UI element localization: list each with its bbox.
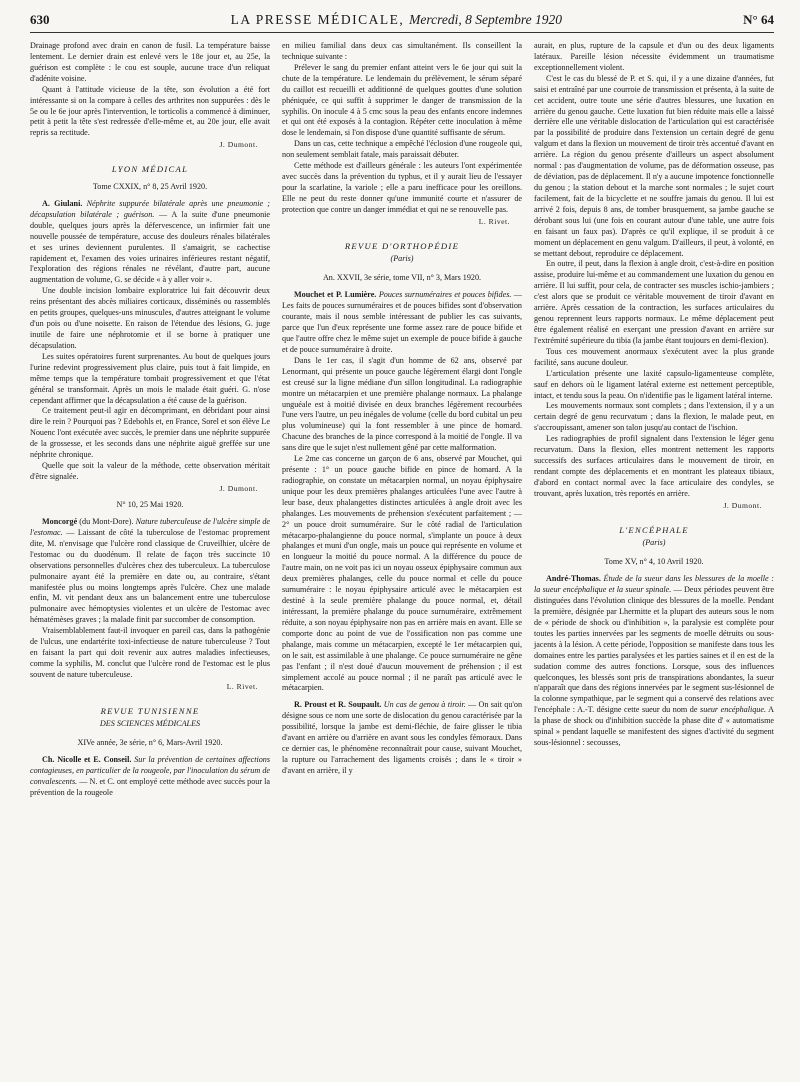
paragraph: Une double incision lombaire exploratrice lui fait découvrir deux reins présentant des abcès miliaires corticaux, disséminés ou rassemblés en petits groupes, quelques-uns minuscules, d'autres atteignant le volume d'un pois ou d'une noisette. En raison de l'étendue des lésions, G. juge inutile de faire une néphrotomie et il se borne à pratiquer une décapsulation.: [30, 286, 270, 350]
issue-line: Tome XV, n° 4, 10 Avril 1920.: [604, 557, 704, 567]
signature: L. Rivet.: [478, 216, 510, 226]
paragraph: aurait, en plus, rupture de la capsule et d'un ou des deux ligaments latéraux. Pareille lésion nécessite évidemment un traumatisme exceptionnellement violent.: [534, 41, 774, 72]
article-author: Moncorgé: [42, 516, 78, 526]
article-text-continued: A la phase de shock ou d'inhibition succède la phase dite d' « automatisme spinal » pendant laquelle se manifestent des signes d'activité du segment sous-lésionnel : secousses,: [534, 705, 774, 748]
article-text: — Les faits de pouces surnuméraires et de pouces bifides sont d'observation courante, mais il nous semble intéressant de publier les cas suivants, parce que l'un d'eux représente une forme assez rare de pouce bifide et que l'autre offre chez le même sujet un exemple de pouce bifide à gauche et de pouce surnuméraire à droite.: [282, 290, 523, 354]
article-title: Étude de la sueur dans les blessures de la moelle : la sueur encéphalique et la sueur spinale.: [534, 574, 774, 595]
paragraph: Dans le 1er cas, il s'agit d'un homme de 62 ans, observé par Lenormant, qui présente un pouce gauche légèrement élargi dont l'ongle est creusé sur la ligne médiane d'un sillon longitudinal. La radiographie montre un métacarpien et une première phalange normaux. La phalange unguéale est à moitié divisée en deux branches légèrement recourbées l'une vers l'autre, un peu inégales de volume (celle du bord cubital un peu plus volumineuse) qui la font ressembler à une pince de homard. Chacune des branches de la pince correspond à la moitié de l'ongle. Il va sans dire que le sujet n'est nullement gêné par cette malformation.: [282, 355, 522, 453]
article-term: sueur encéphalique.: [700, 705, 766, 715]
issue-date: Mercredi, 8 Septembre 1920: [409, 12, 563, 27]
paragraph: Vraisemblablement faut-il invoquer en pareil cas, dans la pathogénie de l'ulcus, une endartérite toxi-infectieuse de nature tuberculeuse ? Tout en faisant la part qui doit revenir aux autres maladies infectieuses, comme la syphilis, M. conclut que l'ulcère rond de l'estomac est le plus souvent de nature tuberculeuse.: [30, 626, 270, 679]
article-text: — N. et C. ont employé cette méthode avec succès pour la prévention de la rougeole: [30, 777, 271, 798]
issue-line: XIVe année, 3e série, n° 6, Mars-Avril 1920.: [77, 738, 223, 748]
article-author: Mouchet et P. Lumière.: [294, 290, 377, 300]
article-title: Néphrite suppurée bilatérale après une pneumonie ; décapsulation bilatérale ; guérison.: [30, 198, 271, 219]
article-abstract: [282, 700, 522, 776]
issue-line: Tome CXXIX, n° 8, 25 Avril 1920.: [92, 181, 208, 191]
journal-heading: LYON MÉDICAL: [111, 164, 189, 175]
paragraph: Le 2me cas concerne un garçon de 6 ans, observé par Mouchet, qui présente : 1° un pouce gauche bifide en pince de homard. A la radiographie, on constate un métacarpien normal, un noyau épiphysaire unique pour les deux premières phalanges articulées l'une avec l'autre à leur base, deux phalangettes distinctes articulées à angle droit avec les phalanges. Les mouvements de préhension s'exécutent parfaitement ; — 2° un pouce droit surnuméraire. Sur le côté radial de l'articulation métacarpo-phalangienne du pouce normal, s'implante un pouce à deux phalanges et muni d'un ongle, mais un pouce qui représente en volume et en longueur la moitié du pouce normal. A la différence du pouce de l'autre main, on ne voit pas ici un noyau osseux épiphysaire commun aux deux premières phalanges, celle du pouce normal et celle du pouce surnuméraire : le noyau épiphysaire articulé avec le métacarpien est destiné à la seule première phalange du pouce normal, et, détail intéressant, la première phalange du pouce surnuméraire, extrêmement réduite, a son noyau épiphysaire non pas en arrière mais en avant. Elle se comporte donc au point de vue de l'ossification non pas comme une phalange, mais comme un métacarpien, excepté le 1er métacarpien qui, on le sait, est assimilable à une phalange. Ce pouce surnuméraire ne gêne pas l'enfant ; il n'est doué d'aucun mouvement de préhension ; il est simplement accolé au pouce normal ; il ne paraît pas articulé avec le métacarpien.: [282, 454, 522, 693]
publication-title: [231, 12, 562, 28]
article-author: R. Proust et R. Soupault.: [294, 700, 382, 710]
article-author-place: (du Mont-Dore).: [79, 516, 134, 526]
column-1: [30, 41, 270, 799]
paragraph: Cette méthode est d'ailleurs générale : les auteurs l'ont expérimentée avec succès dans la prévention du typhus, et il y aurait lieu de l'essayer pour la scarlatine, la variole ; elle a paru inefficace pour les oreillons. Elle ne peut du reste donner qu'une immunité courte et n'assurer de protection que contre un danger immédiat et qui ne se renouvelle pas.: [282, 161, 522, 214]
page-number: 630: [30, 12, 50, 27]
paragraph: Dans un cas, cette technique a empêché l'éclosion d'une rougeole qui, non seulement semblait fatale, mais paraissait débuter.: [282, 139, 522, 160]
article-text: — Laissant de côté la tuberculose de l'estomac proprement dite, M. n'envisage que l'ulcère rond classique de Cruveilhier, ulcère de l'estomac ou du duodénum. Il relate de façon très succincte 10 observations personnelles d'ulcères chez des tuberculeux. La tuberculose pulmonaire ayant été la première en date ou, au contraire, s'étant manifestée plus ou moins longtemps après l'ulcère. Chez une malade enfin, M. vit pendant deux ans un balancement entre une tuberculose pulmonaire avec hémoptysies violentes et un ulcère de l'estomac avec hématémèses graves ; la malade finit par succomber de consomption.: [30, 527, 270, 625]
signature: J. Dumont.: [219, 140, 258, 150]
paragraph: Les mouvements normaux sont complets ; dans l'extension, il y a un certain degré de genu recurvatum ; dans la flexion, le malade peut, en s'accroupissant, amener son talon jusqu'au contact de l'ischion.: [534, 401, 774, 433]
article-text: — A la suite d'une pneumonie double, quelques jours après la défervescence, un infirmier fait une nouvelle poussée de température, accuse des douleurs rénales bilatérales et ses urines deviennent purulentes. Il s'amaigrit, se cachectise rapidement et, l'examen des voies urinaires inférieures restant négatif, l'exploration des régions rénales ne révélant, d'autre part, aucune augmentation de volume, G. se décide « à y aller voir ».: [30, 209, 270, 285]
article-title: Pouces surnuméraires et pouces bifides.: [378, 290, 512, 300]
paragraph: C'est le cas du blessé de P. et S. qui, il y a une dizaine d'années, fut saisi et entraîné par une courroie de transmission et présenta, à la suite de cet accident, outre toute une série d'autres blessures, une luxation en arrière du genou gauche. Cette luxation fut bien réduite mais elle a laissé derrière elle une véritable dislocation de l'articulation qui est caractérisée par la possibilité de produire dans l'extension un certain degré de genu valgum et dans la flexion un mouvement de tiroir très accentué d'avant en arrière. La région du genou présente d'ailleurs un aspect absolument normal : pas d'augmentation de volume, pas de déformation osseuse, pas de déviation, pas de déplacement. Il n'y a aucune impotence fonctionnelle du genou ; la station debout et la marche sont normales ; le sujet court facilement, fait de la bicyclette et ne souffre jamais du genou. Il lui est arrivé 2 fois, depuis 8 ans, de tomber brusquement, sa jambe gauche se dérobant sous lui (une fois en courant autour d'une table, une autre fois en faisant un faux pas). D'après ce qu'il explique, il se produit à ce moment un déplacement en genu valgum. D'ailleurs, il peut, à volonté, en se mettant debout, reproduire ce déplacement.: [534, 73, 774, 258]
article-title: Nature tuberculeuse de l'ulcère simple de l'estomac.: [30, 516, 271, 537]
article-author: André-Thomas.: [546, 574, 601, 584]
issue-line: An. XXVII, 3e série, tome VII, n° 3, Mars 1920.: [322, 273, 482, 283]
journal-heading-line2: DES SCIENCES MÉDICALES: [99, 719, 201, 729]
issue-line: N° 10, 25 Mai 1920.: [116, 500, 184, 510]
paragraph: Drainage profond avec drain en canon de fusil. La température baisse lentement. Le dernier drain est enlevé vers le 18e jour et, au 25e, la guérison est complète : le cou est souple, aucune trace d'un reliquat d'adénite voisine.: [30, 41, 270, 83]
paragraph: Ce traitement peut-il agir en décomprimant, en débridant pour ainsi dire le rein ? Pourquoi pas ? Edebohls et, en France, Sorel et son élève Le Nouenc l'ont exécutée avec succès, le premier dans une néphrite suppurée de la grossesse, et les seconds dans une néphrite aiguë greffée sur une néphrite chronique.: [30, 406, 270, 460]
article-text: — Deux périodes peuvent être distinguées dans l'évolution clinique des blessures de la moelle. Pendant la première, désignée par Lhermitte et la plupart des auteurs sous le nom de « période de shock ou d'inhibition », la paralysie est complète pour toutes les parties innervées par les segments de moelle détruits ou sous-jacents à la lésion. A cette période, l'opposition se manifeste dans tous les domaines entre les parties paralysées et les parties saines et il en est de la sudation comme des autres fonctions. Lorsque, sous des influences quelconques, les blessés sont pris de transpirations abondantes, la sueur n'apparaît que dans des régions innervées par le segment sus-lésionnel de la colonne sympathique, par le segment qui a conservé des relations avec l'encéphale : A.-T. désigne cette sueur du nom de: [534, 585, 774, 715]
article-abstract: [534, 574, 774, 749]
article-author: Ch. Nicolle et E. Conseil.: [42, 755, 132, 765]
paragraph: Tous ces mouvement anormaux s'exécutent avec la plus grande facilité, sans aucune douleur.: [534, 346, 774, 367]
paragraph: L'articulation présente une laxité capsulo-ligamenteuse complète, sauf en dehors où le ligament latéral externe est nettement perceptible, intact, et tendu sous la peau. On n'identifie pas le ligament latéral interne.: [534, 368, 774, 400]
journal-city: (Paris): [390, 254, 414, 264]
journal-heading: REVUE D'ORTHOPÉDIE: [344, 240, 460, 251]
journal-heading: REVUE TUNISIENNE: [100, 705, 200, 716]
text-columns: [30, 41, 774, 799]
article-abstract: [30, 199, 270, 286]
signature: J. Dumont.: [219, 483, 258, 493]
publication-name: LA PRESSE MÉDICALE,: [230, 12, 405, 27]
masthead: [30, 12, 774, 33]
article-title: Sur la prévention de certaines affections contagieuses, en particulier de la rougeole, par l'inoculation du sérum de convalescents.: [30, 755, 270, 787]
article-abstract: [282, 290, 522, 356]
article-author: A. Giulani.: [42, 198, 83, 208]
article-abstract: [30, 755, 270, 799]
journal-heading: L'ENCÉPHALE: [619, 524, 689, 535]
paragraph: Les suites opératoires furent surprenantes. Au bout de quelques jours l'urine redevint progressivement plus claire, puis tout à fait limpide, en même temps que la température tombait progressivement et que l'état général se transformait. Après un mois le malade était guéri. G. n'ose cependant affirmer que la décapsulation a été cause de la guérison.: [30, 351, 270, 405]
column-3: [534, 41, 774, 799]
paragraph: Les radiographies de profil signalent dans l'extension le léger genu recurvatum. Dans la flexion, elles montrent nettement les rapports successifs des surfaces articulaires dans le mouvement de tiroir, en rendant compte des déplacements et en montrant les plateaux tibiaux, d'abord en contact normal avec la face articulaire des condyles, se trouvant, après luxation, très reportés en arrière.: [534, 434, 774, 498]
signature: L. Rivet.: [226, 681, 258, 691]
paragraph: Quelle que soit la valeur de la méthode, cette observation méritait d'être signalée.: [30, 461, 270, 481]
column-2: [282, 41, 522, 799]
journal-city: (Paris): [642, 538, 666, 548]
paragraph: Prélever le sang du premier enfant atteint vers le 6e jour qui suit la chute de la température. Le lendemain du prélèvement, le sérum séparé du caillot est recueilli et additionné de quelques gouttes d'une solution phéniquée, ce qui suffit à supprimer le danger de transmission de la syphilis. On inocule 4 à 5 cmc sous la peau des enfants encore indemnes et qui ont été exposés à la contagion. Répéter cette inoculation à même dose le lendemain, si l'on dispose d'une quantité suffisante de sérum.: [282, 62, 522, 138]
paragraph: Quant à l'attitude vicieuse de la tête, son évolution a été fort intéressante si on la compare à celles des arthrites non suppurées : dès le 5e ou le 6e jour après l'intervention, le torticolis a commencé à diminuer, petit à petit la tête s'est redressée d'elle-même et, au 20e jour, elle avait repris sa rectitude.: [30, 84, 270, 138]
article-text: — On sait qu'on désigne sous ce nom une sorte de dislocation du genou caractérisée par la possibilité, lorsque la jambe est demi-fléchie, de faire glisser le tibia d'avant en arrière ou d'arrière en avant sous les condyles fémoraux. Dans ce dernier cas, le phénomène reconnaîtrait pour cause, suivant Mouchet, la rupture ou l'arrachement des ligaments croisés ; dans le « tiroir » d'avant en arrière, il y: [282, 700, 523, 775]
signature: J. Dumont.: [723, 500, 762, 510]
paragraph: en milieu familial dans deux cas simultanément. Ils conseillent la technique suivante :: [282, 41, 522, 61]
issue-number: N° 64: [743, 12, 774, 27]
paragraph: En outre, il peut, dans la flexion à angle droit, c'est-à-dire en position assise, produire lui-même et au commandement une luxation du genou en arrière. Il lui suffit, pour cela, de contracter ses muscles ischio-jambiers ; c'est alors que se produit ce véritable mouvement de tiroir d'avant en arrière. Après cessation de la contraction, les surfaces articulaires du genou reprennent leurs rapports normaux. Le même déplacement peut être également réalisé en exerçant une pression d'avant en arrière sur l'extrémité supérieure du tibia (la jambe étant toujours en demi-flexion).: [534, 259, 774, 345]
article-title: Un cas de genou à tiroir.: [383, 700, 466, 710]
article-abstract: [30, 517, 270, 626]
